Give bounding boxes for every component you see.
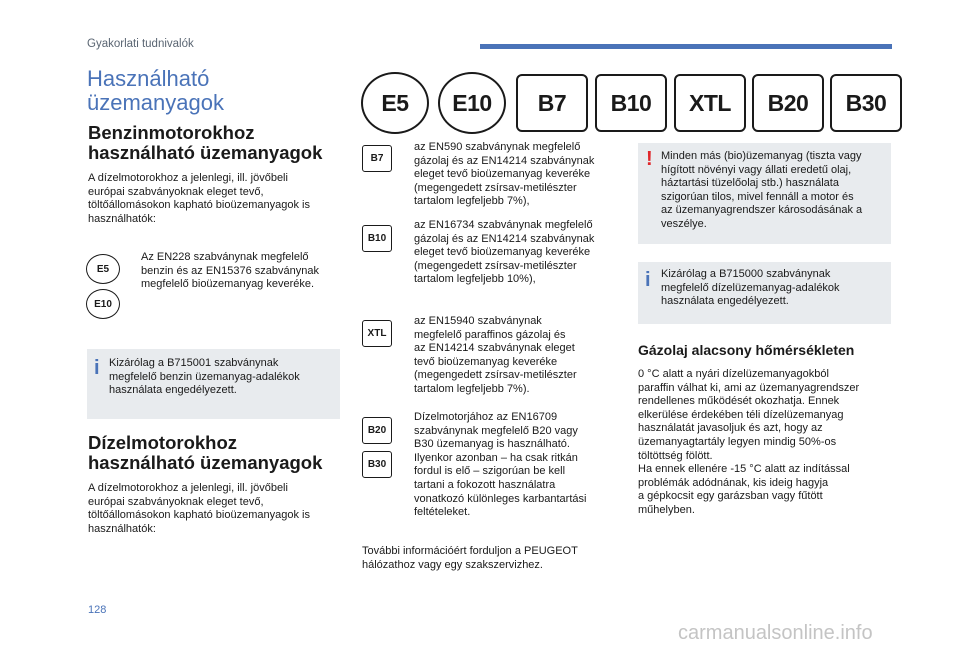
warning-icon: ! <box>646 148 653 170</box>
badge-xtl: XTL <box>674 74 746 132</box>
page-number: 128 <box>88 604 107 616</box>
small-badge-e5: E5 <box>86 254 120 284</box>
badge-b30: B30 <box>830 74 902 132</box>
petrol-info-box <box>87 349 340 419</box>
info-icon: i <box>94 357 100 379</box>
petrol-heading: Benzinmotorokhoz használható üzemanyagok <box>88 122 323 163</box>
small-badge-b20: B20 <box>362 417 392 444</box>
low-temp-text: 0 °C alatt a nyári dízelüzemanyagokból paraffin válhat ki, ami az üzemanyagrendszer rendellenes működését okozhatja. Ennek elkerülése érdekében téli dízelüzemanyag használatát javasoljuk és azt, hogy az üzemanyagtartály legyen mindig 50%-os töltöttség fölött. Ha ennek ellenére -15 °C alatt az indítással problémák adódnának, kis ideig hagyja a gépkocsit egy garázsban vagy fűtött műhelyben. <box>638 368 860 516</box>
small-badge-b10: B10 <box>362 225 392 252</box>
header-rule <box>480 44 892 49</box>
petrol-intro: A dízelmotorokhoz a jelenlegi, ill. jövőbeli európai szabványoknak eleget tevő, töltőállomásokon kapható bioüzemanyagok is használhatók: <box>88 172 310 225</box>
small-badge-b30: B30 <box>362 451 392 478</box>
more-info-text: További információért forduljon a PEUGEOT hálózathoz vagy egy szakszervizhez. <box>362 545 578 571</box>
page-title: Használható üzemanyagok <box>87 66 224 115</box>
b7-description: az EN590 szabványnak megfelelő gázolaj és az EN14214 szabványnak eleget tevő bioüzemanyag keveréke (megengedett zsírsav-metilészter tartalom legfeljebb 7%), <box>414 141 595 208</box>
b20-b30-description: Dízelmotorjához az EN16709 szabványnak megfelelő B20 vagy B30 üzemanyag is használható. Ilyenkor azonban – ha csak ritkán fordul is elő – szigorúan be kell tartani a fokozott használatra vonatkozó különleges karbantartási feltételeket. <box>414 411 587 519</box>
petrol-e-description: Az EN228 szabványnak megfelelő benzin és az EN15376 szabványnak megfelelő bioüzemanyag keveréke. <box>141 251 319 291</box>
badge-b7: B7 <box>516 74 588 132</box>
low-temp-heading: Gázolaj alacsony hőmérsékleten <box>638 342 855 358</box>
info-icon: i <box>645 269 651 291</box>
warning-box <box>638 143 891 244</box>
petrol-info-text: Kizárólag a B715001 szabványnak megfelelő benzin üzemanyag-adalékok használata engedélyezett. <box>109 357 300 397</box>
badge-b10: B10 <box>595 74 667 132</box>
diesel-heading: Dízelmotorokhoz használható üzemanyagok <box>88 432 323 473</box>
xtl-description: az EN15940 szabványnak megfelelő paraffinos gázolaj és az EN14214 szabványnak eleget tevő bioüzemanyag keveréke (megengedett zsírsav-metilészter tartalom legfeljebb 7%). <box>414 315 577 395</box>
badge-b20: B20 <box>752 74 824 132</box>
diesel-info-box <box>638 262 891 324</box>
diesel-intro: A dízelmotorokhoz a jelenlegi, ill. jövőbeli európai szabványoknak eleget tevő, töltőállomásokon kapható bioüzemanyagok is használhatók: <box>88 482 310 535</box>
warning-text: Minden más (bio)üzemanyag (tiszta vagy hígított növényi vagy állati eredetű olaj, háztartási tüzelőolaj stb.) használata szigorúan tilos, mivel fennáll a motor és az üzemanyagrendszer károsodásának a veszélye. <box>661 150 863 230</box>
small-badge-xtl: XTL <box>362 320 392 347</box>
small-badge-b7: B7 <box>362 145 392 172</box>
watermark: carmanualsonline.info <box>678 622 873 644</box>
badge-e10: E10 <box>438 72 506 134</box>
diesel-info-text: Kizárólag a B715000 szabványnak megfelelő dízelüzemanyag-adalékok használata engedélyezett. <box>661 268 840 308</box>
badge-e5: E5 <box>361 72 429 134</box>
small-badge-e10: E10 <box>86 289 120 319</box>
b10-description: az EN16734 szabványnak megfelelő gázolaj és az EN14214 szabványnak eleget tevő bioüzemanyag keveréke (megengedett zsírsav-metilészter tartalom legfeljebb 10%), <box>414 219 595 286</box>
section-header: Gyakorlati tudnivalók <box>87 38 194 50</box>
